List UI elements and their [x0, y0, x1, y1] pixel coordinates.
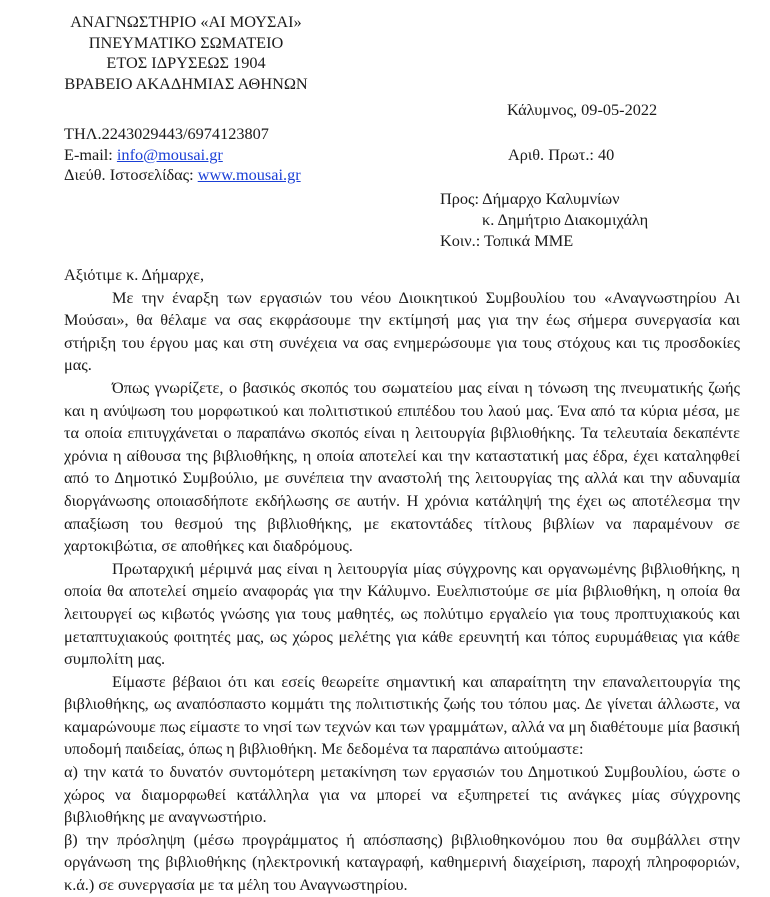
email-line [64, 145, 301, 166]
award: ΒΡΑΒΕΙΟ ΑΚΑΔΗΜΙΑΣ ΑΘΗΝΩΝ [64, 73, 308, 93]
website-link[interactable]: www.mousai.gr [197, 165, 301, 184]
founding-year: ΕΤΟΣ ΙΔΡΥΣΕΩΣ 1904 [106, 53, 266, 72]
paragraph: Με την έναρξη των εργασιών του νέου Διοικητικού Συμβουλίου του «Αναγνωστηρίου Αι Μούσαι», θα θέλαμε να σας εκφράσουμε την εκτίμησή μας για την έως σήμερα συνεργασία και στήριξη του έργου μας και στη συνέχεια να σας ενημερώσουμε για τους στόχους και τις προσδοκίες μας. [64, 287, 740, 375]
salutation: Αξιότιμε κ. Δήμαρχε, [64, 265, 205, 284]
paragraph: Είμαστε βέβαιοι ότι και εσείς θεωρείτε σημαντική και απαραίτητη την επαναλειτουργία της βιβλιοθήκης, ως αναπόσπαστο κομμάτι της πολιτιστικής ζωής του τόπου μας. Δε γίνεται άλλωστε, να καμαρώνουμε πως είμαστε το νησί των τεχνών και των γραμμάτων, αλλά να μη διαθέτουμε μία βασική υποδομή παιδείας, όπως η βιβλιοθήκη. Με δεδομένα τα παραπάνω αιτούμαστε: [64, 671, 740, 759]
website-label: Διεύθ. Ιστοσελίδας: [64, 165, 198, 184]
recipient-block [440, 188, 648, 251]
letter-body [64, 264, 740, 897]
letterhead [64, 12, 308, 94]
website-line [64, 165, 301, 186]
org-name: ΑΝΑΓΝΩΣΤΗΡΙΟ «ΑΙ ΜΟΥΣΑΙ» [70, 12, 302, 31]
request-item: α) την κατά το δυνατόν συντομότερη μετακίνηση των εργασιών του Δημοτικού Συμβουλίου, ώστε ο χώρος να διαμορφωθεί κατάλληλα για να μπορεί να εξυπηρετεί τις ανάγκες μίας σύγχρονης βιβλιοθήκης με αναγνωστήριο. [64, 762, 740, 827]
recipient-name: κ. Δημήτριο Διακομιχάλη [482, 210, 649, 229]
request-item: β) την πρόσληψη (μέσω προγράμματος ή απόσπασης) βιβλιοθηκονόμου που θα συμβάλλει στην οργάνωση της βιβλιοθήκης (ηλεκτρονική καταγραφή, καθημερινή διαχείριση, παροχή πληροφοριών, κ.ά.) σε συνεργασία με τα μέλη του Αναγνωστηρίου. [64, 829, 740, 895]
recipient-cc: Κοιν.: Τοπικά ΜΜΕ [440, 231, 574, 250]
email-link[interactable]: info@mousai.gr [116, 144, 223, 164]
paragraph: Όπως γνωρίζετε, ο βασικός σκοπός του σωματείου μας είναι η τόνωση της πνευματικής ζωής και η ανύψωση του μορφωτικού και πολιτιστικού επιπέδου του λαού μας. Ένα από τα κύρια μέσα, με τα οποία επιτυγχάνεται ο παραπάνω σκοπός είναι η λειτουργία βιβλιοθήκης. Τα τελευταία δεκαπέντε χρόνια η αίθουσα της βιβλιοθήκης, η οποία αποτελεί και την καταστατική μας έδρα, έχει καταληφθεί από το Δημοτικό Συμβούλιο, με συνέπεια την αναστολή της λειτουργίας της αλλά και την αδυναμία διοργάνωσης οποιασδήποτε εκδήλωσης σε αυτήν. Η χρόνια κατάληψή της έχει ως αποτέλεσμα την απαξίωση του θεσμού της βιβλιοθήκης, με εκατοντάδες τίτλους βιβλίων να παραμένουν σε χαρτοκιβώτια, σε αποθήκες και διαδρόμους. [64, 377, 740, 556]
recipient-to: Προς: Δήμαρχο Καλυμνίων [440, 189, 620, 208]
email-label: E-mail: [64, 144, 117, 164]
phone: ΤΗΛ.2243029443/6974123807 [64, 124, 269, 143]
paragraph: Πρωταρχική μέριμνά μας είναι η λειτουργία μίας σύγχρονης και οργανωμένης βιβλιοθήκης, η οποία θα αποτελεί σημείο αναφοράς για την Κάλυμνο. Ευελπιστούμε σε μία βιβλιοθήκη, η οποία θα λειτουργεί ως κιβωτός γνώσης για τους μαθητές, ως πολύτιμο εργαλείο για τους προπτυχιακούς και μεταπτυχιακούς φοιτητές μας, ως χώρος μελέτης για κάθε ερευνητή και τόπος ευρυμάθειας για κάθε συμπολίτη μας. [64, 558, 740, 669]
protocol-number: Αριθ. Πρωτ.: 40 [508, 145, 615, 164]
contact-block [64, 124, 301, 186]
place-date: Κάλυμνος, 09-05-2022 [507, 100, 658, 119]
org-type: ΠΝΕΥΜΑΤΙΚΟ ΣΩΜΑΤΕΙΟ [88, 32, 284, 52]
